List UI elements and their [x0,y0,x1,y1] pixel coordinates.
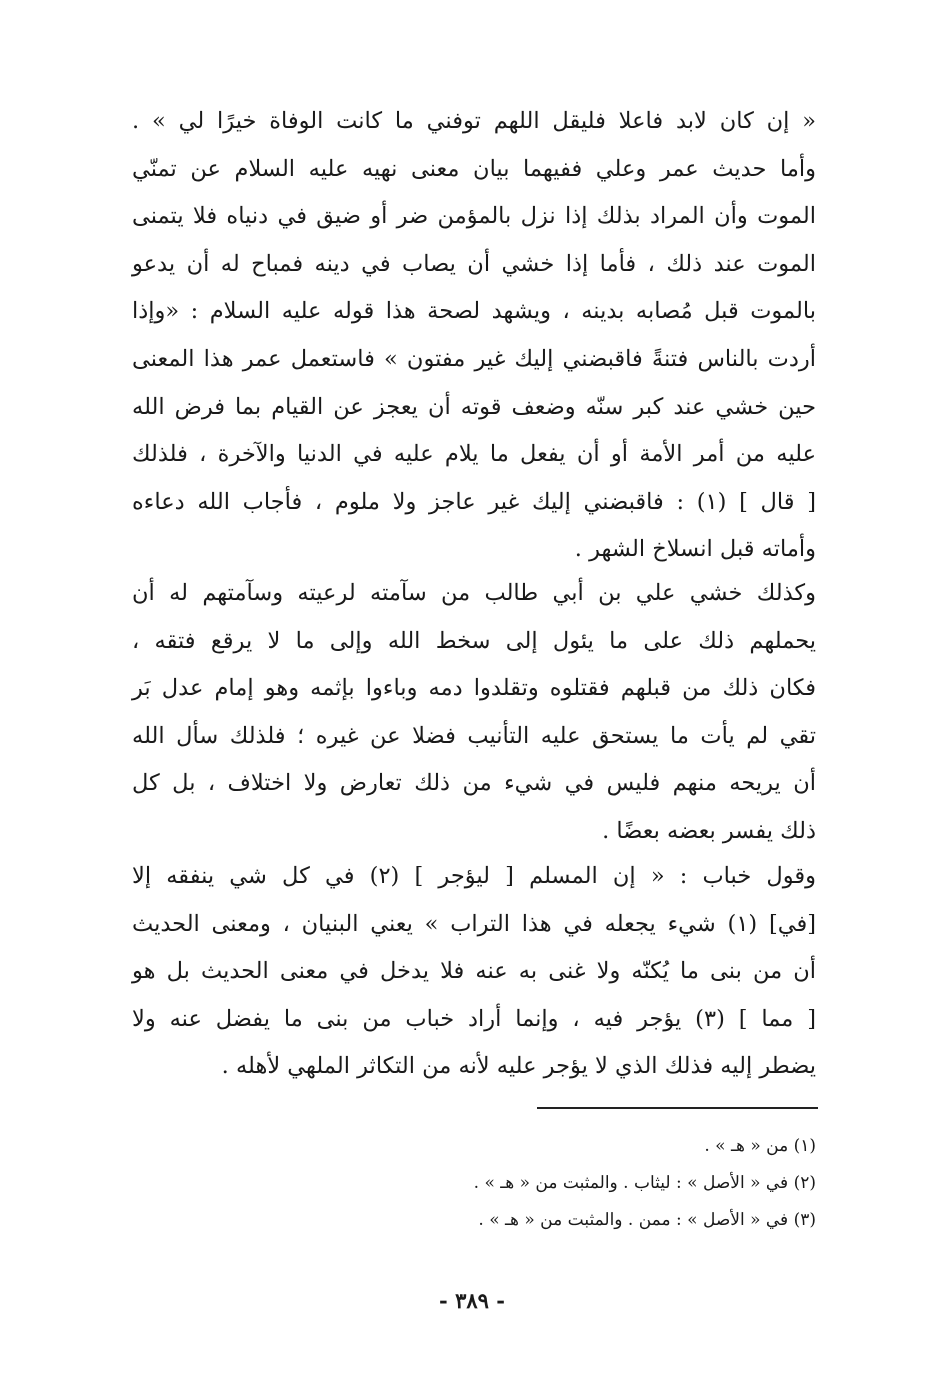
footnote-2: (٢) في « الأصل » : ليثاب . والمثبت من « هـ » . [473,1173,816,1193]
page-number: - ٣٨٩ - [439,1288,505,1313]
text-line: بالموت قبل مُصابه بدينه ، ويشهد لصحة هذا قوله عليه السلام : «وإذا [132,298,816,325]
text-line: تقي لم يأت ما يستحق عليه التأنيب فضلا عن غيره ؛ فلذلك سأل الله [132,722,816,749]
text-line: ذلك يفسر بعضه بعضًا . [602,817,816,844]
text-line: وقول خباب : « إن المسلم [ ليؤجر ] (٢) في كل شي ينفقه إلا [132,863,816,889]
footnote-1: (١) من « هـ » . [704,1136,816,1156]
text-line: أن يريحه منهم فليس في شيء من ذلك تعارض ولا اختلاف ، بل كل [132,770,816,797]
paragraph-1 [132,98,816,574]
text-line: وأما حديث عمر وعلي ففيهما بيان معنى نهيه عليه السلام عن تمنّي [132,155,816,182]
text-line: عليه من أمر الأمة أو أن يفعل ما يلام عليه في الدنيا والآخرة ، فلذلك [132,441,816,468]
text-line: يضطر إليه فذلك الذي لا يؤجر عليه لأنه من التكاثر الملهي لأهله . [221,1053,816,1080]
text-line: أردت بالناس فتنةً فاقبضني إليك غير مفتون » فاستعمل عمر هذا المعنى [132,345,816,372]
text-line: حين خشي عند كبر سنّه وضعف قوته أن يعجز عن القيام بما فرض الله [132,393,816,420]
paragraph-2 [132,570,816,856]
text-line: [ مما ] (٣) يؤجر فيه ، وإنما أراد خباب من بنى ما يفضل عنه ولا [132,1005,816,1032]
paragraph-3 [132,853,816,1091]
text-line: وأماته قبل انسلاخ الشهر . [574,536,816,563]
footnotes [300,1128,816,1239]
text-line: فكان ذلك من قبلهم فقتلوه وتقلدوا دمه وباءوا بإثمه وهو إمام عدل بَر [132,675,816,702]
footnote-3: (٣) في « الأصل » : ممن . والمثبت من « هـ » . [478,1210,816,1230]
text-line: « إن كان لابد فاعلا فليقل اللهم توفني ما كانت الوفاة خيرًا لي » . [132,108,816,134]
footnote-separator [537,1107,818,1109]
text-line: الموت وأن المراد بذلك إذا نزل بالمؤمن ضر أو ضيق في دنياه فلا يتمنى [132,203,816,230]
text-line: الموت عند ذلك ، فأما إذا خشي أن يصاب في دينه فمباح له أن يدعو [132,250,816,277]
text-line: أن من بنى ما يُكنّه ولا غنى به عنه فلا يدخل في معنى الحديث بل هو [132,958,816,985]
text-line: [في] (١) شيء يجعله في هذا التراب » يعني البنيان ، ومعنى الحديث [132,910,817,937]
text-line: [ قال ] (١) : فاقبضني إليك غير عاجز ولا ملوم ، فأجاب الله دعاءه [132,488,816,515]
text-line: يحملهم ذلك على ما يئول إلى سخط الله وإلى ما لا يرقع فتقه ، [132,627,816,654]
text-line: وكذلك خشي علي بن أبي طالب من سآمته لرعيته وسآمتهم له أن [132,580,816,606]
